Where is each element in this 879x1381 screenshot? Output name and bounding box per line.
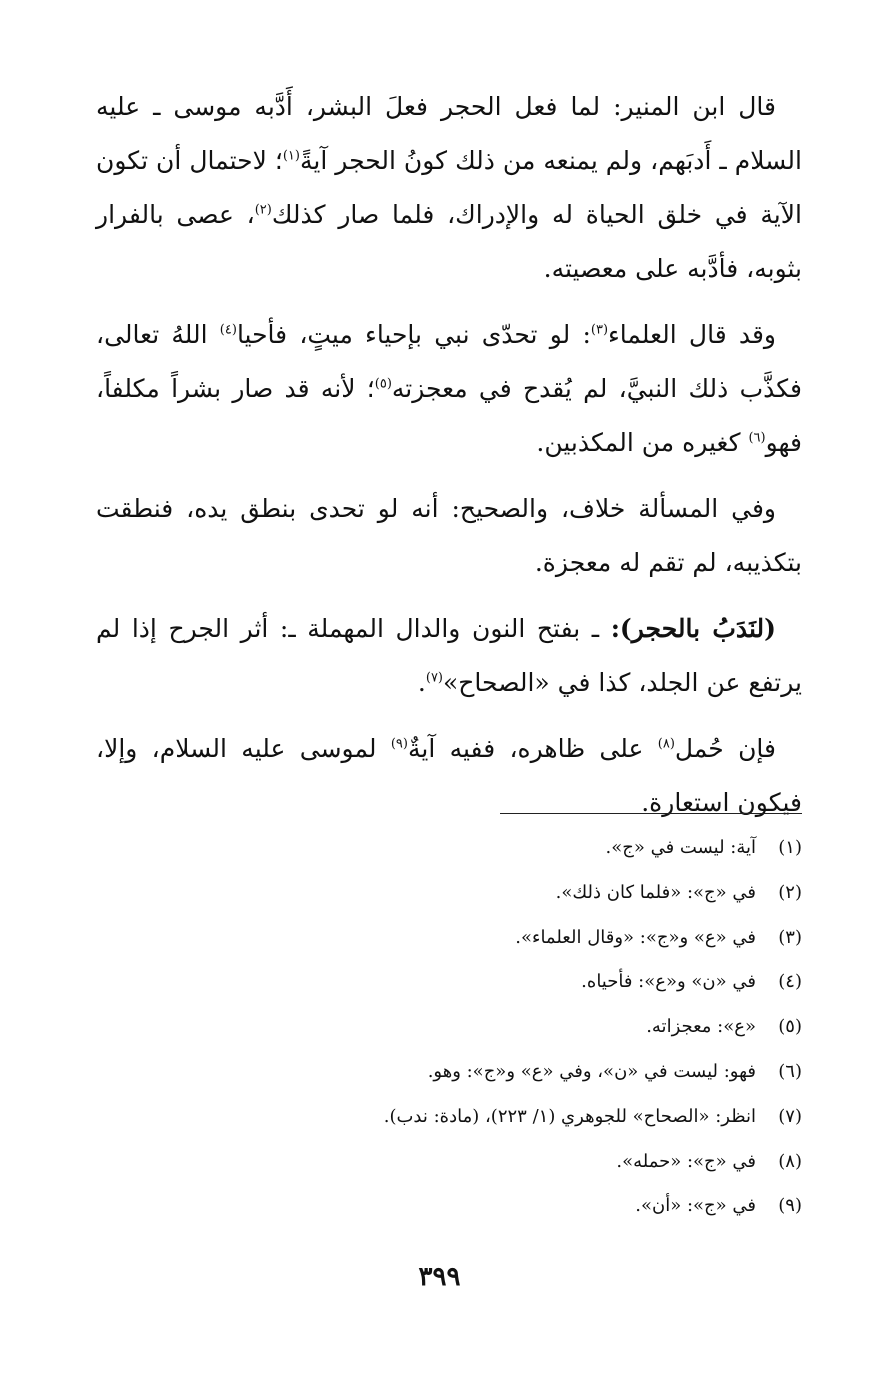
- footnote-number: (٩): [778, 1195, 802, 1217]
- footnotes: [96, 826, 802, 1229]
- footnote-number: (٤): [778, 971, 802, 993]
- footnote-divider: [500, 813, 802, 814]
- footnote-number: (٧): [778, 1105, 802, 1127]
- text-segment: كغيره من المكذبين.: [536, 428, 749, 457]
- footnote-7: [96, 1095, 802, 1140]
- footnote-ref[interactable]: (٦): [748, 430, 766, 446]
- footnote-ref[interactable]: (٤): [219, 322, 237, 338]
- footnote-text: فهو: ليست في «ن»، وفي «ع» و«ج»: وهو.: [427, 1060, 756, 1082]
- footnote-text: في «ن» و«ع»: فأحياه.: [581, 971, 756, 993]
- footnote-text: في «ج»: «أن».: [635, 1195, 756, 1217]
- footnote-ref[interactable]: (٩): [390, 736, 408, 752]
- footnote-number: (٣): [778, 926, 802, 948]
- footnote-text: «ع»: معجزاته.: [646, 1016, 756, 1038]
- text-segment: اللهُ تعالى، فكذَّب ذلك النبيَّ، لم يُقدح في معجزته: [96, 320, 802, 403]
- footnote-ref[interactable]: (١): [282, 148, 300, 164]
- text-segment: : لو تحدّى نبي بإحياء ميتٍ، فأحيا: [236, 320, 591, 349]
- text-segment: ، عصى بالفرار بثوبه، فأدَّبه على معصيته.: [96, 200, 802, 283]
- text-segment: فإن حُمل: [674, 734, 777, 763]
- footnote-number: (٦): [778, 1060, 802, 1082]
- text-segment: ؛ لاحتمال أن تكون الآية في خلق الحياة له والإدراك، فلما صار كذلك: [96, 146, 802, 229]
- footnote-ref[interactable]: (٧): [425, 670, 443, 686]
- footnote-2: [96, 871, 802, 916]
- footnote-number: (١): [778, 837, 802, 858]
- main-text: [96, 80, 802, 842]
- footnote-ref[interactable]: (٢): [254, 202, 272, 218]
- footnote-ref[interactable]: (٨): [657, 736, 675, 752]
- paragraph-4: [96, 602, 802, 710]
- footnote-text: انظر: «الصحاح» للجوهري (١/ ٢٢٣)، (مادة: ندب).: [383, 1105, 756, 1127]
- paragraph-2: [96, 308, 802, 470]
- footnote-text: في «ج»: «حمله».: [616, 1150, 756, 1172]
- text-segment: على ظاهره، ففيه آيةٌ: [407, 734, 658, 763]
- footnote-9: [96, 1184, 802, 1229]
- text-segment: ـ بفتح النون والدال المهملة ـ: أثر الجرح إذا لم يرتفع عن الجلد، كذا في «الصحاح»: [96, 614, 802, 697]
- footnote-1: [96, 826, 802, 871]
- footnote-number: (٢): [778, 881, 802, 903]
- paragraph-3: وفي المسألة خلاف، والصحيح: أنه لو تحدى بنطق يده، فنطقت بتكذيبه، لم تقم له معجزة.: [96, 494, 802, 577]
- text-segment: وقد قال العلماء: [608, 320, 777, 349]
- footnote-4: [96, 960, 802, 1005]
- footnote-ref[interactable]: (٣): [590, 322, 609, 338]
- footnote-8: [96, 1140, 802, 1185]
- page-number: ٣٩٩: [418, 1262, 461, 1292]
- paragraph-1: [96, 80, 802, 296]
- text-segment: قال ابن المنير: لما فعل الحجر فعلَ البشر، أَدَّبه موسى ـ عليه السلام ـ أَدبَهم، ولم يمنعه من ذلك كونُ الحجر آيةً: [96, 92, 802, 175]
- footnote-text: آية: ليست في «ج».: [605, 837, 756, 858]
- footnote-text: في «ج»: «فلما كان ذلك».: [555, 881, 756, 903]
- defined-term: (لنَدَبُ بالحجر):: [610, 614, 777, 643]
- text-segment: ؛ لأنه قد صار بشراً مكلفاً، فهو: [96, 374, 802, 457]
- footnote-ref[interactable]: (٥): [374, 376, 392, 392]
- footnote-number: (٥): [778, 1016, 802, 1038]
- footnote-6: [96, 1050, 802, 1095]
- footnote-3: [96, 916, 802, 961]
- text-segment: لموسى عليه السلام، وإلا، فيكون استعارة.: [96, 734, 802, 817]
- footnote-number: (٨): [778, 1150, 802, 1172]
- footnote-text: في «ع» و«ج»: «وقال العلماء».: [515, 926, 756, 948]
- text-segment: .: [417, 668, 426, 697]
- footnote-5: [96, 1005, 802, 1050]
